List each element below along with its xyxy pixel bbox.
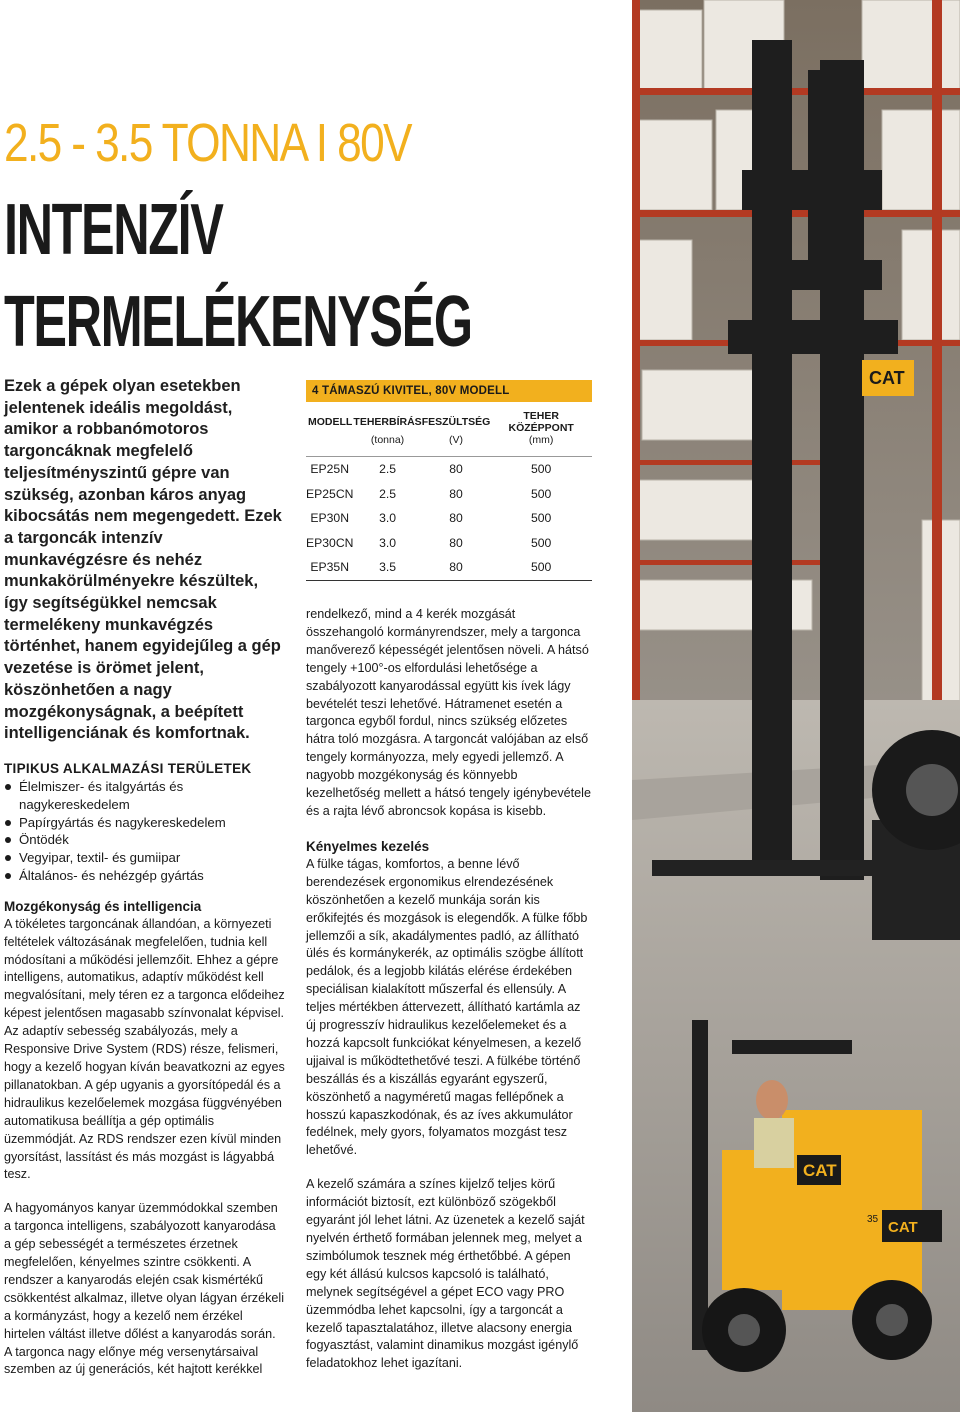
unit-cell [306,434,353,457]
comfort-heading: Kényelmes kezelés [306,838,430,854]
applications-heading: TIPIKUS ALKALMAZÁSI TERÜLETEK [4,760,252,776]
forklift-photo [632,0,960,1412]
title-line-1: INTENZÍV [4,190,223,270]
title-line-2: TERMELÉKENYSÉG [4,282,472,362]
cat-logo-truck: CAT [803,1161,837,1180]
capacity-subtitle: 2.5 - 3.5 TONNA I 80V [4,113,411,173]
load-center-cell: 500 [530,535,552,550]
mobility-paragraph: A tökéletes targoncának állandóan, a környezeti feltételek változásának megfelelően, tudnia kell módosítani a működési jellemzőit. Ehhez a gépre intelligens, automatikus, adaptív működést kell megvalósítani, mely téren ez a targonca elődeihez képest jelentősen magasabb színvonalat képvisel. Az adaptív sebesség szabályozás, mely a Responsive Drive System (RDS) része, felismeri, hogy a kezelő hogyan kíván beavatkozni az egyes pillanatokban. A gép ugyanis a gyorsítópedál és a hidraulikus kezelőelemek mozgása függvényében automatikusa beállítja a gép optimális üzemmódját. Az RDS rendszer ezen kívül minden gyorsítást, lassítást és más mozgást is lágyabbá tesz. [4,916,285,1182]
capacity-cell: 2.5 [379,486,397,501]
voltage-cell: 80 [449,511,463,526]
unit-cell: (V) [422,434,491,457]
cat-logo-mast: CAT [869,368,905,388]
spec-table [306,380,592,581]
load-center-cell: 500 [530,462,552,477]
application-item: Öntödék [4,831,286,849]
table-row [306,531,592,556]
model-cell: EP25N [310,462,350,477]
comfort-paragraph: A fülke tágas, komfortos, a benne lévő berendezések ergonomikus elrendezésének köszönhetően a kezelő munkája során kis erőkifejtés és mozgások is elegendők. A fülke főbb jellemzői a sík, akadálymentes padló, az állítható ülés és kormánykerék, az optimális szögbe állított pedálok, és a legjobb kilátás elérése érdekében speciálisan kialakított műszerfal és ellensúly. A teljes mértékben áttervezett, állítható kartámla az új progresszív hidraulikus kezelőelemeket és a hozzá kapcsolt funkciókat kényelmesen, a kezelő ujjaival is működtethetővé teszi. A fülkébe történő beszállás és a kiszállás egyaránt egyszerű, köszönhető a nagyméretű magas fellépőnek a hosszú kapaszkodónak, és az íves akkumulátor fedélnek, mely gyors, folyamatos mozgást tesz lehetővé. [306,856,588,1158]
spec-table-title: 4 TÁMASZÚ KIVITEL, 80V MODELL [306,380,592,402]
column-header: MODELL [308,416,353,428]
table-row [306,506,592,531]
unit-cell: (mm) [490,434,592,457]
capacity-cell: 3.0 [379,535,397,550]
table-row [306,555,592,580]
column-header: TEHER KÖZÉPPONT [508,410,574,434]
model-cell: EP35N [306,555,353,580]
table-row [306,482,592,507]
application-item: Papírgyártás és nagykereskedelem [4,814,286,832]
load-center-cell: 500 [490,555,592,580]
load-center-cell: 500 [530,486,552,501]
table-row [306,457,592,482]
voltage-cell: 80 [449,486,463,501]
application-item: Általános- és nehézgép gyártás [4,867,286,885]
right-column [306,606,592,1389]
capacity-cell: 2.5 [379,462,397,477]
left-column [4,376,286,1395]
capacity-cell: 3.0 [379,511,397,526]
truck-number: 35 [867,1214,879,1225]
model-cell: EP30N [310,511,350,526]
application-item: Élelmiszer- és italgyártás és nagykereskedelem [4,778,286,814]
cat-logo-truck-side: CAT [888,1219,918,1236]
page-title [4,184,472,368]
model-cell: EP30CN [306,535,354,550]
application-item: Vegyipar, textil- és gumiipar [4,849,286,867]
applications-list [4,778,286,885]
steering-paragraph: rendelkező, mind a 4 kerék mozgását összehangoló kormányrendszer, mely a targonca manőverező képességét jelentősen növeli. A hátsó tengely +100°-os elfordulási lehetősége a szabályozott kanyarodással együtt kis ívek lágy bevételét teszi lehetővé. Hátramenet esetén a targonca egyből fordul, nincs szükség előzetes hátra toló mozgásra. A targoncát valójában az első tengely kormányozza, mely egyedi jellemző. A nagyobb mozgékonyság és könnyebb kezelhetőség mellett a hátsó tengely igénybevétele és a rajta lévő abroncsok kopása is kisebb. [306,607,591,818]
voltage-cell: 80 [449,535,463,550]
column-header: FESZÜLTSÉG [421,416,491,428]
capacity-cell: 3.5 [353,555,421,580]
mobility-paragraph: A hagyományos kanyar üzemmódokkal szemben a targonca intelligens, szabályozott kanyarodása a gép sebességét a természetes érzetnek megfelelően, kényelmes szintre csökkenti. A rendszer a kanyarodás elején csak kismértékű csökkentést alkalmaz, illetve olyan lágyan érzékeli a kormányzást, hogy a kezelő nem érzékel hirtelen váltást illetve dőlést a kanyarodás során. A targonca nagy előnye még versenytársaival szemben az új generációs, két hajtott kerékkel [4,1201,284,1377]
voltage-cell: 80 [449,462,463,477]
model-cell: EP25CN [306,486,354,501]
voltage-cell: 80 [422,555,491,580]
spec-table-grid [306,402,592,581]
display-paragraph: A kezelő számára a színes kijelző teljes körű információt biztosít, ezt különböző szögekből egyaránt jól lehet látni. Az üzenetek a kezelő saját nyelvén érthető formában jelennek meg, melyet a szimbólumok tesznek még érthetőbbé. A gépen egy két állású kulcsos kapcsoló is található, melynek segítségével a gépet ECO vagy PRO üzemmódba lehet kapcsolni, így a targoncát a kezelő tapasztalatához, illetve alacsony energia fogyasztást, valamint dinamikus mozgást igénylő feladatokhoz lehet igazítani. [306,1177,585,1371]
unit-cell: (tonna) [353,434,421,457]
load-center-cell: 500 [530,511,552,526]
mobility-heading: Mozgékonyság és intelligencia [4,898,202,914]
column-header: TEHERBÍRÁS [353,416,422,428]
lead-paragraph: Ezek a gépek olyan esetekben jelentenek ideális megoldást, amikor a robbanómotoros targoncáknak megfelelő teljesítményszintű gépre van szükség, azonban káros anyag kibocsátás nem megengedett. Ezek a targoncák intenzív munkavégzésre és nehéz munkakörülményekre készültek, így segítségükkel nemcsak termelékeny munkavégzés történhet, hanem egyidejűleg a gép vezetése is örömet jelent, köszönhetően a nagy mozgékonyságnak, a beépített intelligenciának és komfortnak. [4,377,282,743]
